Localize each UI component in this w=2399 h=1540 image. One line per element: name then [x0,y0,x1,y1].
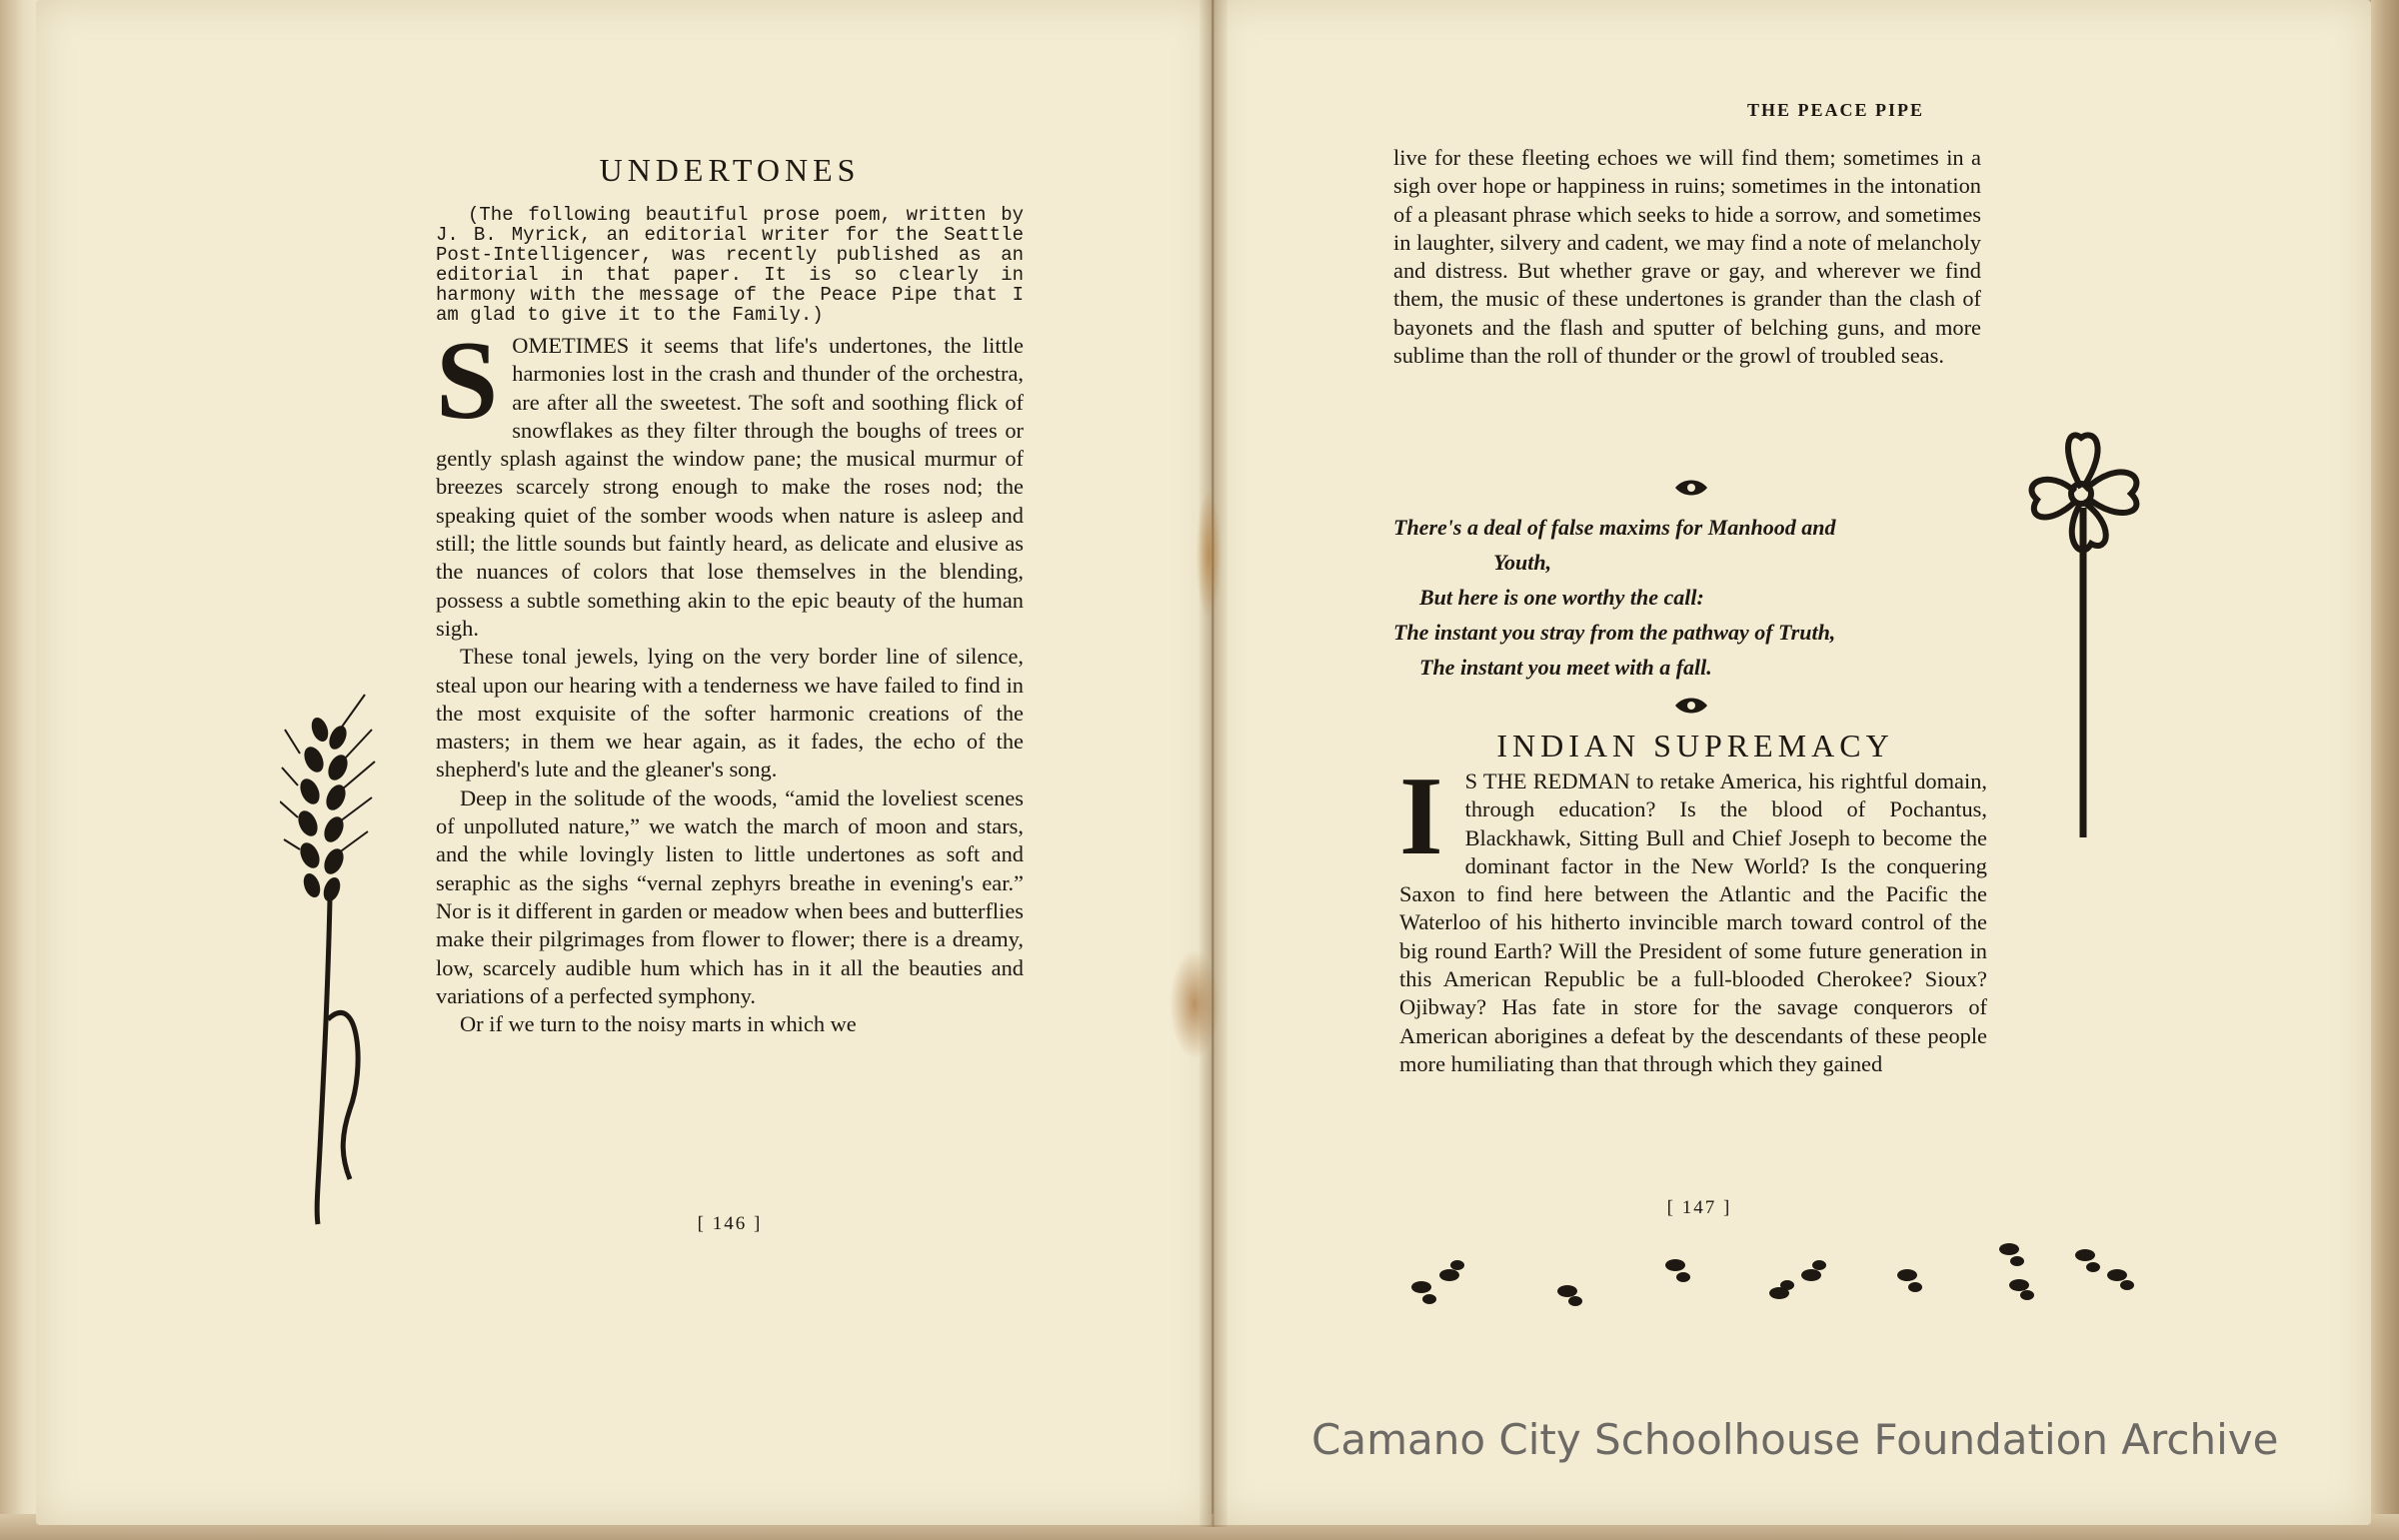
ornament-icon [1673,478,1709,504]
section-body [1399,755,1987,1078]
editor-note: (The following beautiful prose poem, written by J. B. Myrick, an editorial writer for the Seattle Post-Intelligencer, was recently published as an editorial in that paper. It is so clearly in harmony with the message of the Peace Pipe that I am glad to give it to the Family.) [436,204,1024,326]
section-title: INDIAN SUPREMACY [1496,728,1894,764]
running-head: THE PEACE PIPE [1747,100,1925,120]
paragraph: live for these fleeting echoes we will find them; sometimes in a sigh over hope or happiness in ruins; sometimes in the intonation of a pleasant phrase which seeks to hide a sorrow, and sometimes in laughter, silvery and cadent, we may find a note of melancholy and distress. But whether grave or gay, and wherever we find them, the music of these undertones is grander than the clash of bayonets and the flash and sputter of belching guns, and more sublime than the roll of thunder or the growl of troubled seas. [1393,145,1981,369]
verse-line: Youth, [1493,550,1552,575]
book-gutter [1200,0,1227,1527]
page-edge-left [0,0,40,1540]
paragraph [436,319,1024,643]
page-number: [ 146 ] [697,1213,763,1234]
verse-line: But here is one worthy the call: [1419,585,1704,610]
footprints-icon [1399,1227,2149,1317]
archive-watermark: Camano City Schoolhouse Foundation Archive [1311,1415,2279,1464]
paragraph: Deep in the solitude of the woods, “amid the loveliest scenes of unpolluted nature,” we watch the march of moon and stars, and the while lovingly listen to little undertones as soft and seraphic as the sighs “vernal zephyrs breathe in evening's ear.” Nor is it different in garden or meadow when bees and butterflies make their pilgrimages from flower to flower; there is a dreamy, low, scarcely audible hum which has in it all the beauties and variations of a perfected symphony. [436,784,1024,1008]
continued-text [1393,144,1981,370]
flower-icon [2019,428,2149,847]
paragraph-text: S THE REDMAN to retake America, his rightful domain, through education? Is the blood of Pochantus, Blackhawk, Sitting Bull and Chief Joseph to become the dominant factor in the New World? Is the conquering Saxon to find here between the Atlantic and the Pacific the Waterloo of his hitherto invincible march toward control of the big round Earth? Will the President of some future generation in this American Republic be a full-blooded Cherokee? Sioux? Ojibway? Has fate in store for the savage conquerors of American aborigines a defeat by the descendants of these people more humiliating than that through which they gained [1399,769,1987,1076]
page-number: [ 147 ] [1666,1197,1732,1218]
foxing-stain [1170,949,1219,1059]
drop-cap: S [436,319,499,443]
ornament-icon [1673,696,1709,722]
verse-line: There's a deal of false maxims for Manhood and [1393,515,1836,540]
drop-cap: I [1399,755,1443,878]
paragraph: These tonal jewels, lying on the very border line of silence, steal upon our hearing with a tenderness we have failed to find in the most exquisite of the softer harmonic creations of the masters; in them we hear again, as it fades, the echo of the shepherd's lute and the gleaner's song. [436,644,1024,782]
wheat-icon [280,690,390,1229]
page-edge-right [2371,0,2399,1540]
paragraph: Or if we turn to the noisy marts in which we [460,1011,857,1037]
paragraph-text: OMETIMES it seems that life's undertones, the little harmonies lost in the crash and thunder of the orchestra, are after all the sweetest. The soft and soothing flick of snowflakes as they filter through the boughs of trees or gently splash against the window pane; the musical murmur of breezes scarcely strong enough to make the roses nod; the speaking quiet of the somber woods when nature is asleep and still; the little sounds but faintly heard, as delicate and elusive as the nuances of colors that lose themselves in the blending, possess a subtle something akin to the epic beauty of the human sigh. [436,333,1024,641]
verse [1393,510,1993,685]
foxing-stain [1196,490,1221,620]
verse-line: The instant you meet with a fall. [1419,655,1712,680]
article-body [436,319,1024,1038]
paragraph [1399,755,1987,1078]
page-title: UNDERTONES [599,152,861,188]
verse-line: The instant you stray from the pathway of Truth, [1393,620,1836,645]
